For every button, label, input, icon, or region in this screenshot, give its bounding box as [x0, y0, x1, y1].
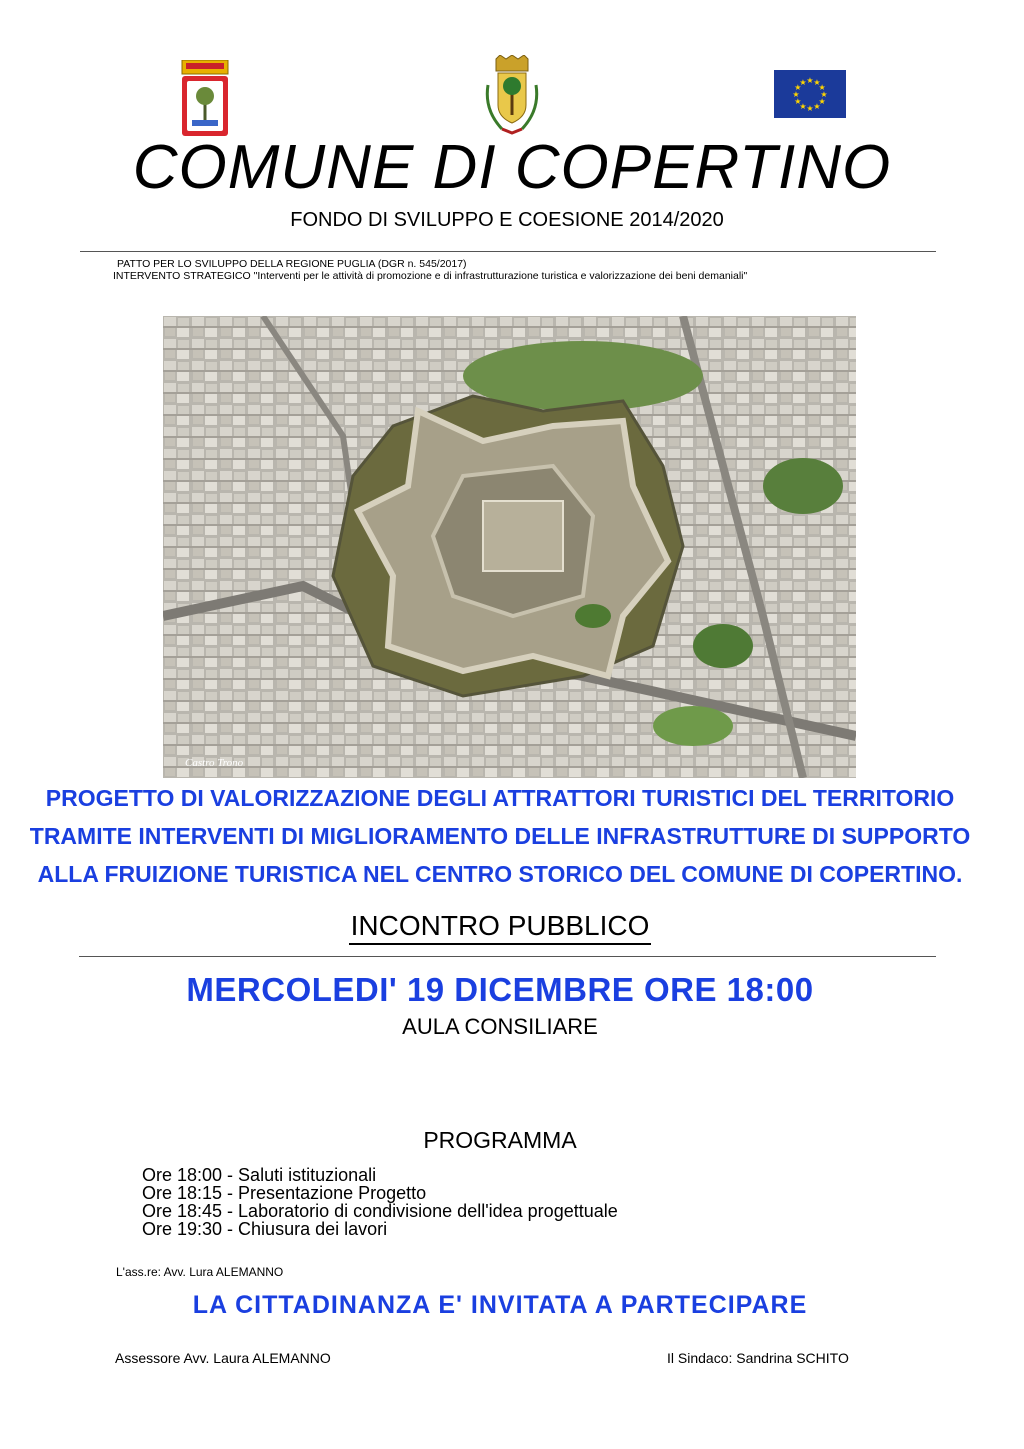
- eu-star-icon: ★: [806, 104, 814, 113]
- mayor-signature: Il Sindaco: Sandrina SCHITO: [667, 1350, 849, 1366]
- assessor-signature: Assessore Avv. Laura ALEMANNO: [115, 1350, 331, 1366]
- eu-star-icon: ★: [813, 77, 821, 87]
- copertino-coat-of-arms-logo: [480, 55, 544, 137]
- event-venue: AULA CONSILIARE: [402, 1014, 598, 1039]
- eu-star-icon: ★: [794, 83, 802, 92]
- event-heading-text: INCONTRO PUBBLICO: [349, 910, 652, 945]
- eu-star-icon: ★: [818, 97, 826, 106]
- eu-star-icon: ★: [794, 97, 802, 106]
- eu-star-icon: ★: [813, 102, 821, 112]
- eu-star-icon: ★: [792, 90, 800, 99]
- eu-star-icon: ★: [806, 76, 814, 85]
- project-line-3: ALLA FRUIZIONE TURISTICA NEL CENTRO STORICO DEL COMUNE DI COPERTINO.: [37, 861, 963, 887]
- program-note-line-2: INTERVENTO STRATEGICO "Interventi per le attività di promozione e di infrastrutturazione turistica e valorizzazione dei beni demaniali": [113, 270, 748, 282]
- project-line-2: TRAMITE INTERVENTI DI MIGLIORAMENTO DELLE INFRASTRUTTURE DI SUPPORTO: [29, 823, 971, 849]
- program-item: Ore 18:15 - Presentazione Progetto: [142, 1183, 427, 1203]
- project-line-1: PROGETTO DI VALORIZZAZIONE DEGLI ATTRATTORI TURISTICI DEL TERRITORIO: [45, 785, 955, 811]
- project-description: [0, 779, 1000, 893]
- event-divider: [79, 956, 936, 957]
- invitation-text: LA CITTADINANZA E' INVITATA A PARTECIPARE: [192, 1291, 808, 1319]
- castle-aerial-photo: [163, 316, 856, 778]
- event-heading: [0, 906, 1000, 946]
- page-title: COMUNE DI COPERTINO: [132, 133, 892, 202]
- page-subtitle: FONDO DI SVILUPPO E COESIONE 2014/2020: [290, 209, 724, 231]
- program-item: Ore 19:30 - Chiusura dei lavori: [142, 1219, 388, 1239]
- event-date: MERCOLEDI' 19 DICEMBRE ORE 18:00: [186, 971, 814, 1008]
- program-heading: PROGRAMMA: [423, 1127, 577, 1153]
- regione-puglia-logo: [180, 60, 230, 138]
- program-item: Ore 18:45 - Laboratorio di condivisione dell'idea progettuale: [142, 1201, 618, 1221]
- eu-star-icon: ★: [799, 102, 807, 112]
- header-divider: [80, 251, 936, 252]
- photo-credit: Castro Trono: [185, 757, 244, 769]
- program-list: [142, 1166, 618, 1238]
- eu-flag-logo: [774, 70, 846, 118]
- eu-star-icon: ★: [818, 83, 826, 92]
- eu-star-icon: ★: [799, 77, 807, 87]
- program-note-line-1: PATTO PER LO SVILUPPO DELLA REGIONE PUGLIA (DGR n. 545/2017): [117, 258, 467, 270]
- eu-star-icon: ★: [820, 90, 828, 99]
- program-item: Ore 18:00 - Saluti istituzionali: [142, 1165, 377, 1185]
- assessor-note: L'ass.re: Avv. Lura ALEMANNO: [116, 1265, 284, 1279]
